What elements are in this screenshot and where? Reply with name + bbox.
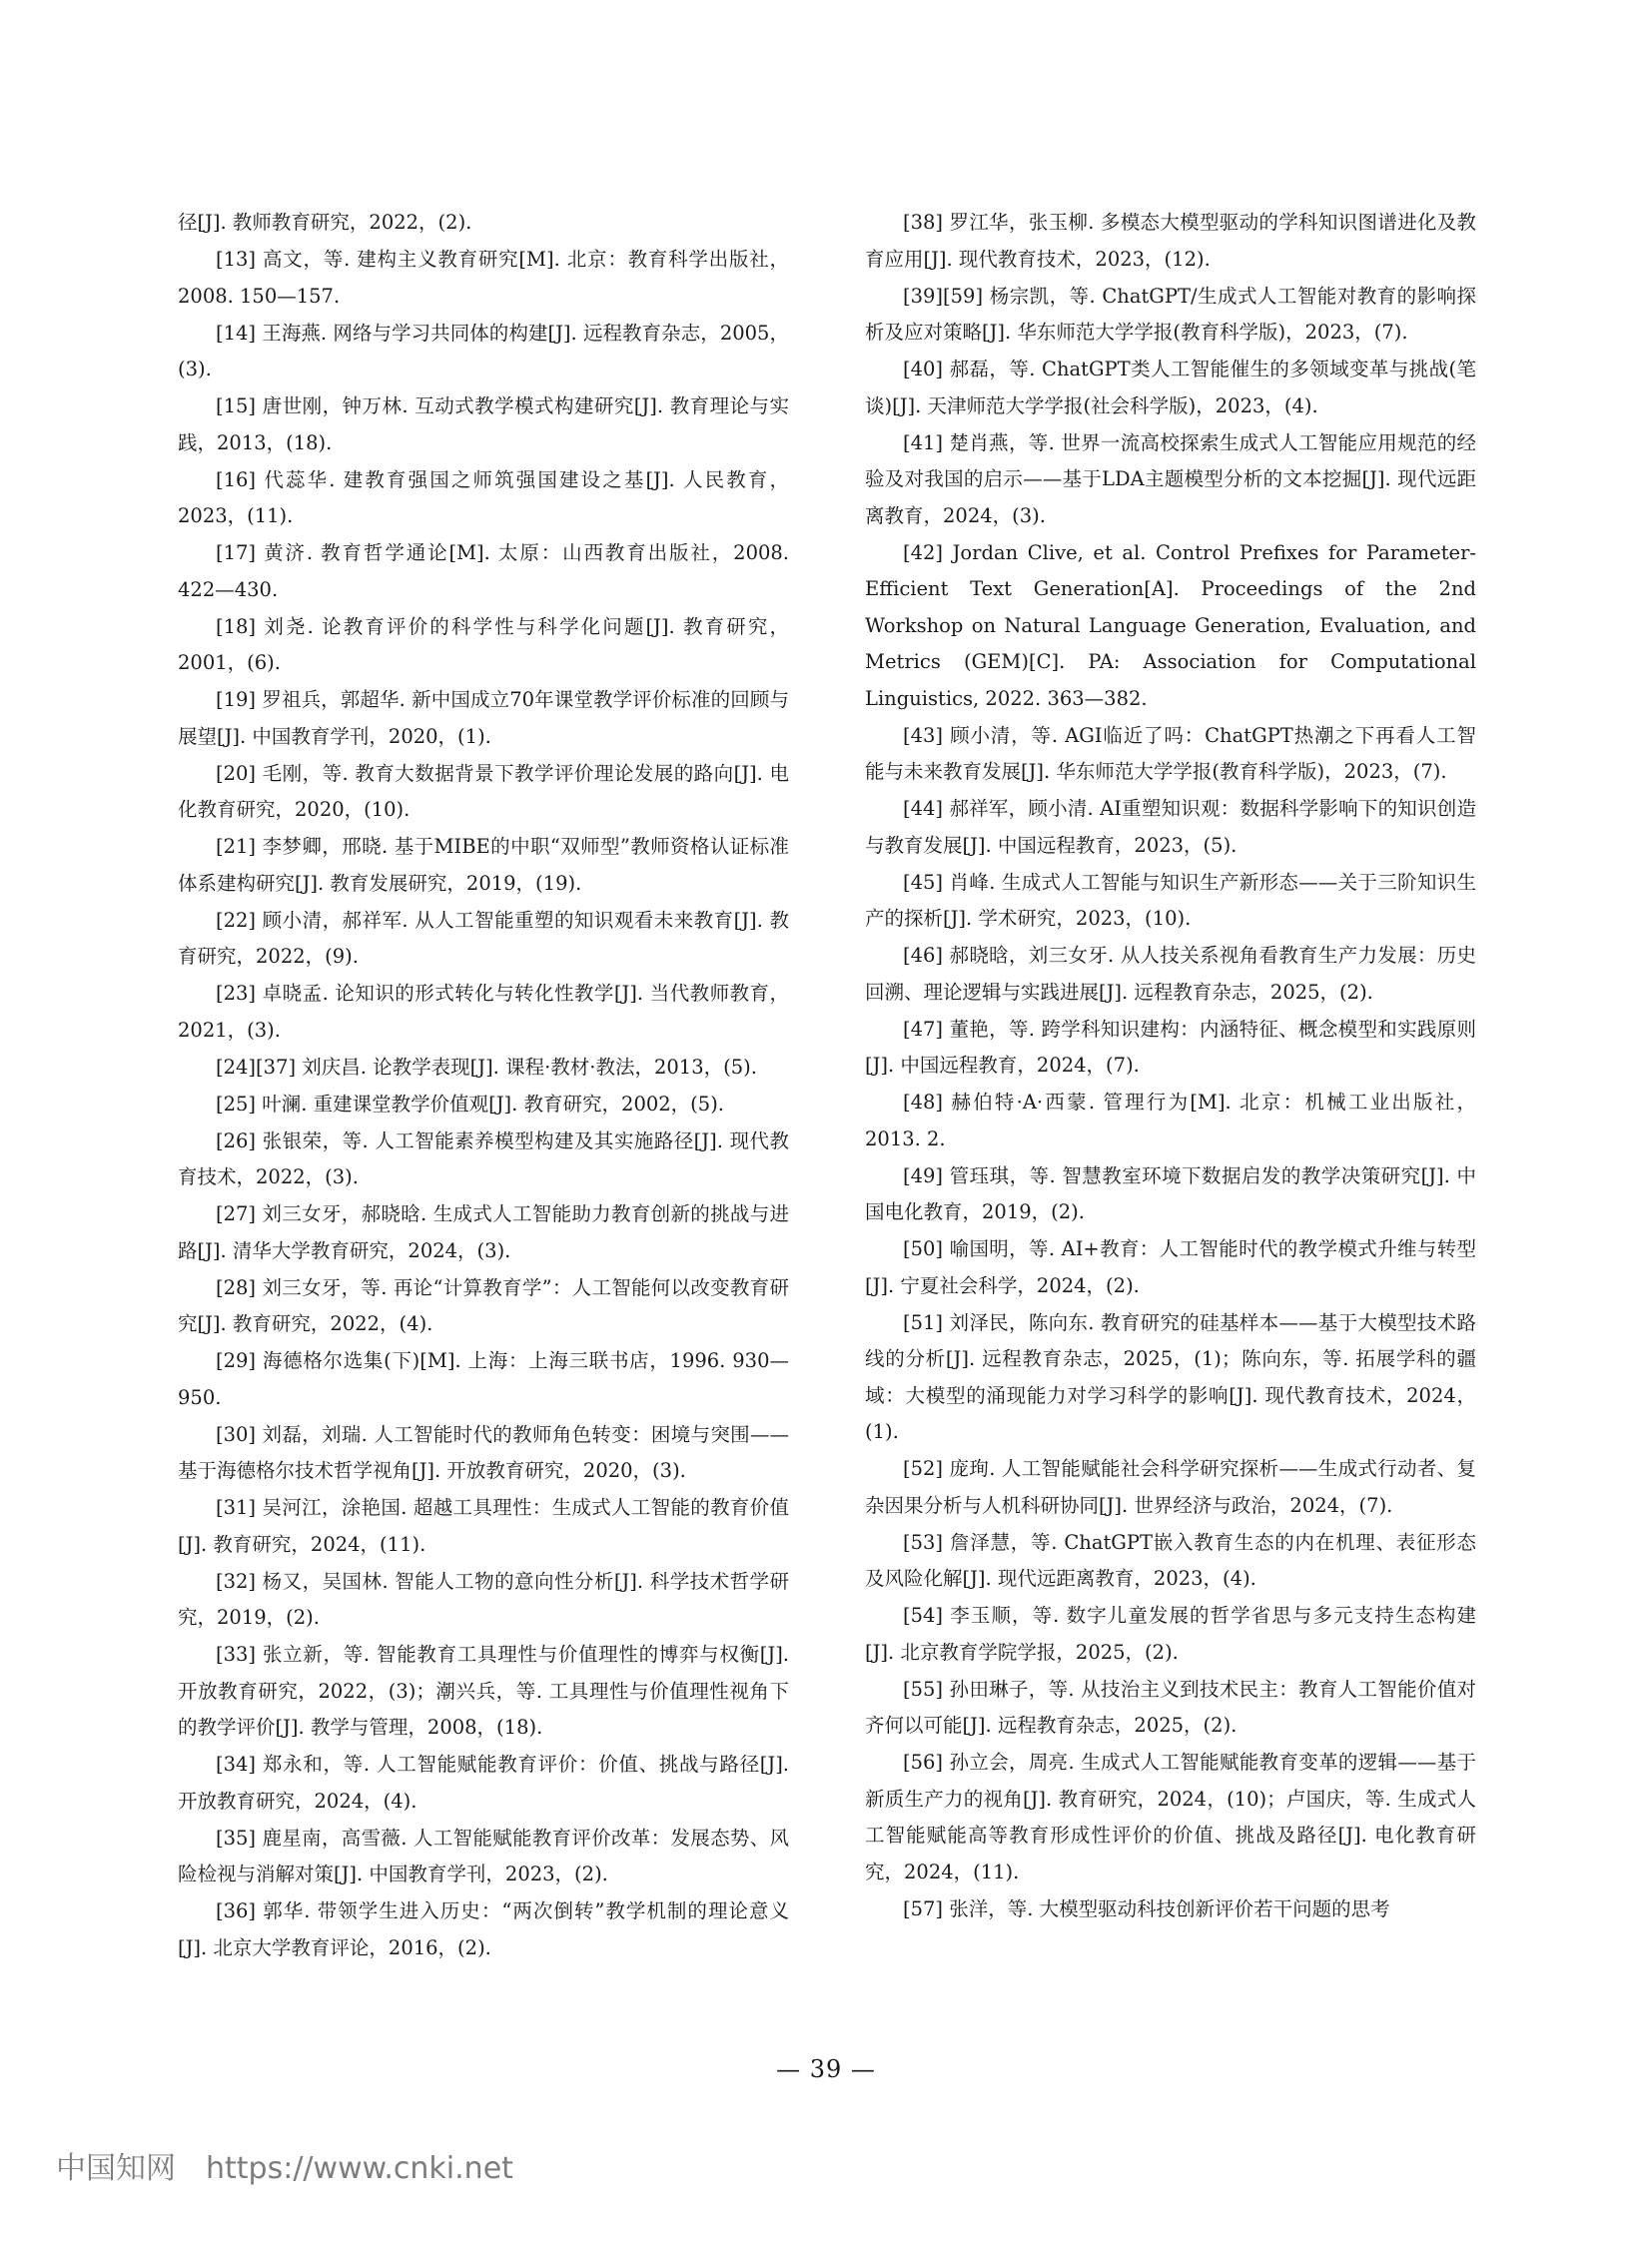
reference-item: [29] 海德格尔选集(下)[M]. 上海：上海三联书店，1996. 930—950. (178, 1349, 789, 1409)
reference-item: [13] 高文，等. 建构主义教育研究[M]. 北京：教育科学出版社，2008. 150—157. (178, 248, 789, 308)
reference-item: [47] 董艳，等. 跨学科知识建构：内涵特征、概念模型和实践原则[J]. 中国远程教育，2024，(7). (865, 1017, 1476, 1077)
reference-item: [57] 张洋，等. 大模型驱动科技创新评价若干问题的思考 (903, 1896, 1390, 1920)
reference-item: [54] 李玉顺，等. 数字儿童发展的哲学省思与多元支持生态构建[J]. 北京教育学院学报，2025，(2). (865, 1604, 1476, 1664)
cnki-watermark (56, 2143, 513, 2187)
reference-item: [16] 代蕊华. 建教育强国之师筑强国建设之基[J]. 人民教育，2023，(11). (178, 467, 789, 527)
watermark-url[interactable]: https://www.cnki.net (206, 2151, 513, 2186)
reference-item: [33] 张立新，等. 智能教育工具理性与价值理性的博弈与权衡[J]. 开放教育研究，2022，(3)；潮兴兵，等. 工具理性与价值理性视角下的教学评价[J]. 教学与管理，2008，(18). (178, 1643, 789, 1739)
reference-column-left (178, 205, 789, 1967)
reference-item: [26] 张银荣，等. 人工智能素养模型构建及其实施路径[J]. 现代教育技术，2022，(3). (178, 1128, 789, 1188)
reference-item: [43] 顾小清，等. AGI临近了吗：ChatGPT热潮之下再看人工智能与未来教育发展[J]. 华东师范大学学报(教育科学版)，2023，(7). (865, 723, 1476, 783)
reference-item: [56] 孙立会，周亮. 生成式人工智能赋能教育变革的逻辑——基于新质生产力的视角[J]. 教育研究，2024，(10)；卢国庆，等. 生成式人工智能赋能高等教育形成性评价的价值、挑战及路径[J]. 电化教育研究，2024，(11). (865, 1751, 1476, 1883)
reference-item: [28] 刘三女牙，等. 再论“计算教育学”：人工智能何以改变教育研究[J]. 教育研究，2022，(4). (178, 1275, 789, 1335)
reference-item: [20] 毛刚，等. 教育大数据背景下教学评价理论发展的路向[J]. 电化教育研究，2020，(10). (178, 761, 789, 821)
reference-item: [51] 刘泽民，陈向东. 教育研究的硅基样本——基于大模型技术路线的分析[J]. 远程教育杂志，2025，(1)；陈向东，等. 拓展学科的疆域：大模型的涌现能力对学习科学的影响[J]. 现代教育技术，2024，(1). (865, 1310, 1476, 1443)
page-number: — 39 — (776, 2055, 876, 2083)
reference-item: [40] 郝磊，等. ChatGPT类人工智能催生的多领域变革与挑战(笔谈)[J]. 天津师范大学学报(社会科学版)，2023，(4). (865, 358, 1476, 417)
reference-item: [53] 詹泽慧，等. ChatGPT嵌入教育生态的内在机理、表征形态及风险化解[J]. 现代远距离教育，2023，(4). (865, 1530, 1476, 1590)
reference-item: [52] 庞珣. 人工智能赋能社会科学研究探析——生成式行动者、复杂因果分析与人机科研协同[J]. 世界经济与政治，2024，(7). (865, 1457, 1476, 1517)
reference-item: [38] 罗江华，张玉柳. 多模态大模型驱动的学科知识图谱进化及教育应用[J]. 现代教育技术，2023，(12). (865, 211, 1476, 271)
reference-item: [45] 肖峰. 生成式人工智能与知识生产新形态——关于三阶知识生产的探析[J]. 学术研究，2023，(10). (865, 870, 1476, 930)
watermark-brand: 中国知网 (56, 2151, 176, 2186)
reference-item: [24][37] 刘庆昌. 论教学表现[J]. 课程·教材·教法，2013，(5). (216, 1055, 757, 1079)
reference-item: [22] 顾小清，郝祥军. 从人工智能重塑的知识观看未来教育[J]. 教育研究，2022，(9). (178, 908, 789, 968)
reference-item: [18] 刘尧. 论教育评价的科学性与科学化问题[J]. 教育研究，2001，(6). (178, 614, 789, 674)
reference-item: [32] 杨又，吴国林. 智能人工物的意向性分析[J]. 科学技术哲学研究，2019，(2). (178, 1569, 789, 1629)
reference-item: [17] 黄济. 教育哲学通论[M]. 太原：山西教育出版社，2008. 422—430. (178, 541, 789, 601)
reference-item: [15] 唐世刚，钟万林. 互动式教学模式构建研究[J]. 教育理论与实践，2013，(18). (178, 394, 789, 454)
reference-item: [46] 郝晓晗，刘三女牙. 从人技关系视角看教育生产力发展：历史回溯、理论逻辑与实践进展[J]. 远程教育杂志，2025，(2). (865, 944, 1476, 1004)
reference-item: [34] 郑永和，等. 人工智能赋能教育评价：价值、挑战与路径[J]. 开放教育研究，2024，(4). (178, 1753, 789, 1813)
reference-item: 径[J]. 教师教育研究，2022，(2). (178, 211, 472, 234)
reference-item: [23] 卓晓孟. 论知识的形式转化与转化性教学[J]. 当代教师教育，2021，(3). (178, 982, 789, 1042)
reference-item: [21] 李梦卿，邢晓. 基于MIBE的中职“双师型”教师资格认证标准体系建构研究[J]. 教育发展研究，2019，(19). (178, 835, 789, 895)
reference-item: [31] 吴河江，涂艳国. 超越工具理性：生成式人工智能的教育价值[J]. 教育研究，2024，(11). (178, 1496, 789, 1556)
reference-column-right (865, 205, 1476, 1928)
reference-item: [42] Jordan Clive, et al. Control Prefixes for Parameter-Efficient Text Generation[A]. Proceedings of the 2nd Workshop on Natural Language Generation, Evaluation, and Metrics (GEM)[C]. PA: Association for Computational Linguistics, 2022. 363—382. (865, 540, 1476, 710)
reference-item: [14] 王海燕. 网络与学习共同体的构建[J]. 远程教育杂志，2005，(3). (178, 321, 789, 380)
reference-item: [27] 刘三女牙，郝晓晗. 生成式人工智能助力教育创新的挑战与进路[J]. 清华大学教育研究，2024，(3). (178, 1202, 789, 1262)
reference-item: [35] 鹿星南，高雪薇. 人工智能赋能教育评价改革：发展态势、风险检视与消解对策[J]. 中国教育学刊，2023，(2). (178, 1826, 789, 1885)
reference-item: [55] 孙田琳子，等. 从技治主义到技术民主：教育人工智能价值对齐何以可能[J]. 远程教育杂志，2025，(2). (865, 1677, 1476, 1737)
reference-item: [19] 罗祖兵，郭超华. 新中国成立70年课堂教学评价标准的回顾与展望[J]. 中国教育学刊，2020，(1). (178, 688, 789, 748)
reference-item: [39][59] 杨宗凯，等. ChatGPT/生成式人工智能对教育的影响探析及应对策略[J]. 华东师范大学学报(教育科学版)，2023，(7). (865, 284, 1476, 344)
reference-item: [44] 郝祥军，顾小清. AI重塑知识观：数据科学影响下的知识创造与教育发展[J]. 中国远程教育，2023，(5). (865, 797, 1476, 857)
reference-item: [36] 郭华. 带领学生进入历史：“两次倒转”教学机制的理论意义[J]. 北京大学教育评论，2016，(2). (178, 1899, 789, 1959)
reference-item: [50] 喻国明，等. AI+教育：人工智能时代的教学模式升维与转型[J]. 宁夏社会科学，2024，(2). (865, 1237, 1476, 1297)
reference-item: [30] 刘磊，刘瑞. 人工智能时代的教师角色转变：困境与突围——基于海德格尔技术哲学视角[J]. 开放教育研究，2020，(3). (178, 1422, 789, 1482)
reference-item: [48] 赫伯特·A·西蒙. 管理行为[M]. 北京：机械工业出版社，2013. 2. (865, 1091, 1476, 1150)
reference-item: [49] 管珏琪，等. 智慧教室环境下数据启发的教学决策研究[J]. 中国电化教育，2019，(2). (865, 1163, 1476, 1223)
reference-item: [25] 叶澜. 重建课堂教学价值观[J]. 教育研究，2002，(5). (216, 1092, 724, 1116)
reference-item: [41] 楚肖燕，等. 世界一流高校探索生成式人工智能应用规范的经验及对我国的启示——基于LDA主题模型分析的文本挖掘[J]. 现代远距离教育，2024，(3). (865, 430, 1476, 527)
